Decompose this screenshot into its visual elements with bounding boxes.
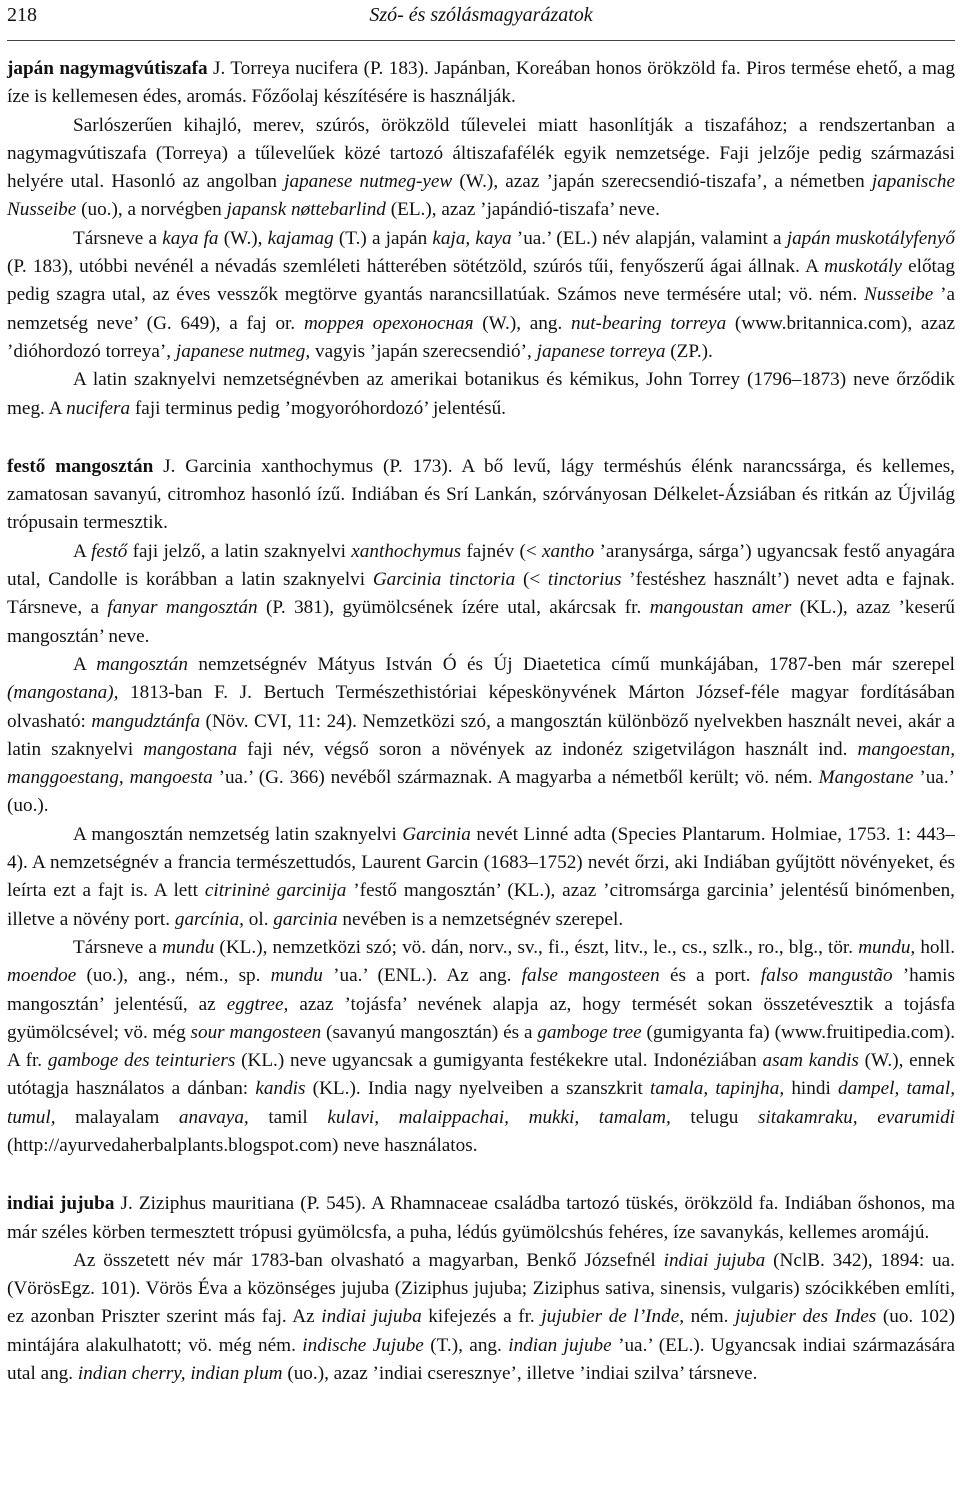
text-run: hindi: [784, 1078, 838, 1100]
text-run: (www.britannica.com), azaz ’dióhordozó torreya’,: [7, 312, 955, 362]
text-run: (KL.), nemzetközi szó; vö. dán, norv., sv., fi., észt, litv., le., cs., szlk., ro., blg., tör.: [214, 936, 859, 958]
italic-term: jujubier de l’Inde,: [541, 1306, 685, 1328]
text-run: (W.),: [218, 227, 268, 249]
italic-term: indian cherry, indian plum: [77, 1363, 283, 1385]
italic-term: gamboge tree: [537, 1021, 642, 1043]
italic-term: gamboge des teinturiers: [47, 1050, 236, 1072]
italic-term: mangudztánfa: [91, 710, 201, 732]
text-run: Sarlószerűen kihajló, merev, szúrós, örökzöld tűlevelei miatt hasonlítják a tiszafához; a rendszertanban a nagymagvútiszafa (Torreya) a tűlevelűek közé tartozó áltiszafafélék egyik nemzetsége. Faji jelzője pedig származási helyére utal. Hasonló az angolban: [7, 114, 955, 193]
italic-term: Mangostane: [818, 767, 914, 789]
text-run: (http://ayurvedaherbalplants.blogspot.com) neve használatos.: [7, 1134, 478, 1156]
text-run: faji név, végső soron a növények az indonéz szigetvilágon használt ind.: [237, 738, 858, 760]
page-number: 218: [7, 4, 37, 26]
text-run: (T.), ang.: [423, 1334, 509, 1356]
italic-term: japanese torreya: [536, 340, 666, 362]
text-run: (KL.). India nagy nyelveiben a szanszkrit: [305, 1078, 651, 1100]
text-run: ’ua.’ (EL.). Ugyancsak indiai származására utal ang.: [7, 1334, 956, 1385]
text-run: (uo.), a norvégben: [76, 199, 227, 221]
italic-term: xantho: [542, 540, 595, 562]
italic-term: mangoestan, manggoestang, mangoesta: [7, 738, 955, 789]
italic-term: mangoustan amer: [649, 597, 792, 619]
italic-term: japán muskotályfenyő: [786, 227, 955, 249]
entry-paragraph: [7, 538, 955, 651]
italic-term: moendoe: [7, 965, 77, 987]
text-run: (KL.), azaz ’keserű mangosztán’ neve.: [7, 597, 955, 647]
text-run: ’ua.’ (ENL.). Az ang.: [322, 965, 522, 987]
text-run: (savanyú mangosztán) és a: [321, 1021, 538, 1043]
italic-term: japanese nutmeg,: [175, 340, 311, 362]
italic-term: mangostana: [143, 738, 238, 760]
text-run: J. Garcinia xanthochymus (P. 173). A bő levű, lágy terméshús élénk narancssárga, és kellemes, zamatosan savanyú, citromhoz hasonló ízű. Indiában és Srí Lankán, szórványosan Délkelet-Ázsiában és ritkán az Újvilág trópusain termesztik.: [7, 455, 955, 534]
text-run: (uo. 102) mintájára alakulhatott; vö. még ném.: [7, 1306, 955, 1356]
text-run: ol.: [243, 908, 274, 930]
italic-term: mangosztán: [96, 653, 188, 675]
italic-term: festő: [91, 540, 128, 562]
italic-term: japansk nøttebarlind: [226, 199, 386, 221]
text-run: és a port.: [659, 965, 761, 987]
entry-definition: [7, 1190, 955, 1247]
italic-term: xanthochymus: [351, 540, 462, 562]
italic-term: sour mangosteen: [190, 1021, 322, 1043]
italic-term: kandis: [255, 1078, 306, 1100]
text-run: fajnév (<: [461, 540, 543, 562]
text-run: A: [73, 540, 92, 562]
italic-term: garcínia,: [174, 908, 244, 930]
italic-term: tinctorius: [547, 569, 622, 591]
entry-headword: festő mangosztán: [7, 455, 154, 477]
italic-term: jujubier des Indes: [735, 1306, 877, 1328]
italic-term: muskotály: [824, 256, 902, 278]
text-run: tamil: [248, 1106, 328, 1128]
text-run: (P. 381), gyümölcsének ízére utal, akárcsak fr.: [257, 597, 650, 619]
italic-term: kajamag: [267, 227, 334, 249]
text-run: (Növ. CVI, 11: 24). Nemzetközi szó, a mangosztán különböző nyelvekben használt nevei, akár a latin szaknyelvi: [7, 710, 955, 760]
text-run: kifejezés a fr.: [421, 1306, 542, 1328]
dictionary-entries: [7, 55, 955, 1388]
text-run: azaz ’tojásfa’ nevének alapja az, hogy termését sokan összetévesztik a tojásfa gyümölcsével; vö. még: [7, 993, 956, 1043]
entry-headword: indiai jujuba: [7, 1193, 115, 1215]
text-run: (W.), ennek utótagja használatos a dánban:: [7, 1050, 955, 1100]
italic-term: mundu: [162, 936, 215, 958]
italic-term: dampel, tamal, tumul,: [7, 1078, 955, 1128]
italic-term: kaya fa: [162, 227, 219, 249]
entry-paragraph: [7, 934, 955, 1160]
dictionary-entry: [7, 1190, 955, 1388]
italic-term: mundu,: [858, 936, 916, 958]
text-run: malayalam: [55, 1106, 179, 1128]
text-run: (<: [515, 569, 548, 591]
italic-term: eggtree,: [226, 993, 289, 1015]
italic-term: japanese nutmeg-yew: [284, 171, 453, 193]
italic-term: (mangostana),: [7, 682, 119, 704]
italic-term: indiai jujuba: [663, 1249, 766, 1271]
text-run: ’ua.’ (uo.).: [7, 767, 956, 817]
text-run: (EL.), azaz ’japándió-tiszafa’ neve.: [385, 199, 660, 221]
text-run: ’festő mangosztán’ (KL.), azaz ’citromsárga garcinia’ jelentésű binómenben, illetve a növény port.: [7, 880, 955, 930]
italic-term: nut-bearing torreya: [571, 312, 727, 334]
text-run: Társneve a: [73, 936, 163, 958]
text-run: holl.: [915, 936, 955, 958]
italic-term: Garcinia: [402, 823, 471, 845]
italic-term: Nusseibe: [864, 284, 934, 306]
italic-term: tamala, tapinjha,: [650, 1078, 785, 1100]
italic-term: indiai jujuba: [321, 1306, 422, 1328]
entry-paragraph: [7, 366, 955, 423]
text-run: (ZP.).: [665, 340, 713, 362]
text-run: (W.), ang.: [473, 312, 572, 334]
text-run: (KL.) neve ugyancsak a gumigyanta festékekre utal. Indonéziában: [235, 1050, 763, 1072]
text-run: (gumigyanta fa) (www.fruitipedia.com). A fr.: [7, 1021, 956, 1072]
text-run: 1813-ban F. J. Bertuch Természethistóriai képeskönyvének Márton József-féle magyar fordításában olvasható:: [7, 682, 955, 732]
entry-paragraph: [7, 651, 955, 821]
text-run: ’a nemzetség neve’ (G. 649), a faj or.: [7, 284, 955, 334]
italic-term: garcinia: [273, 908, 338, 930]
italic-term: false mangosteen: [521, 965, 660, 987]
italic-term: fanyar mangosztán: [107, 597, 258, 619]
italic-term: japanische Nusseibe: [7, 171, 955, 221]
italic-term: nucifera: [66, 397, 131, 419]
text-run: nemzetségnév Mátyus István Ó és Új Diaetetica című munkájában, 1787-ben már szerepel: [187, 653, 955, 675]
text-run: ’hamis mangosztán’ jelentésű, az: [7, 965, 955, 1015]
text-run: ném.: [684, 1306, 736, 1328]
text-run: nevét Linné adta (Species Plantarum. Holmiae, 1753. 1: 443–4). A nemzetségnév a francia természettudós, Laurent Garcin (1683–1752) nevét őrzi, aki Indiában gyűjtött növényeket, és leírta ezt a fajt is. A lett: [7, 823, 955, 902]
italic-term: indian jujube: [508, 1334, 612, 1356]
text-run: faji jelző, a latin szaknyelvi: [127, 540, 352, 562]
text-run: (uo.), ang., ném., sp.: [76, 965, 271, 987]
page-header: [7, 0, 955, 41]
text-run: ’ua.’ (G. 366) nevéből származnak. A magyarba a németből került; vö. ném.: [212, 767, 819, 789]
italic-term: sitakamraku, evarumidi: [757, 1106, 956, 1128]
text-run: J. Ziziphus mauritiana (P. 545). A Rhamnaceae családba tartozó tüskés, örökzöld fa. Indiában őshonos, ma már széles körben termesztett trópusi gyümölcsfa, a puha, lédús gyümölcshús fehéres, íze savanykás, kellemes aromájú.: [7, 1193, 955, 1243]
italic-term: indische Jujube: [302, 1334, 424, 1356]
running-title: Szó- és szólásmagyarázatok: [369, 4, 593, 26]
text-run: (P. 183), utóbbi nevénél a névadás szemléleti hátterében sötétzöld, szúrós tűi, fenyőszerű ágai állnak. A: [7, 256, 825, 278]
text-run: nevében is a nemzetségnév szerepel.: [337, 908, 624, 930]
text-run: (W.), azaz ’japán szerecsendió-tiszafa’, a németben: [452, 171, 872, 193]
text-run: előtag pedig szagra utal, az éves vesszők megtörve gyantás narancsillatúak. Számos neve termésére utal; vö. ném.: [7, 256, 955, 306]
italic-term: торрея орехоносная: [303, 312, 474, 334]
text-run: (uo.), azaz ’indiai cseresznye’, illetve ’indiai szilva’ társneve.: [282, 1363, 758, 1385]
italic-term: Garcinia tinctoria: [372, 569, 516, 591]
text-run: faji terminus pedig ’mogyoróhordozó’ jelentésű.: [130, 397, 506, 419]
entry-definition: [7, 55, 955, 112]
text-run: ’ua.’ (EL.) név alapján, valamint a: [511, 227, 787, 249]
text-run: (NclB. 342), 1894: ua. (VörösEgz. 101). Vörös Éva a közönséges jujuba (Ziziphus jujuba; Ziziphus sativa, sinensis, vulgaris) szócikkében említi, ez azonban Priszter szerint más faj. Az: [7, 1249, 955, 1328]
text-run: A mangosztán nemzetség latin szaknyelvi: [73, 823, 403, 845]
text-run: A: [73, 653, 97, 675]
text-run: Társneve a: [73, 227, 163, 249]
italic-term: asam kandis: [762, 1050, 859, 1072]
italic-term: falso mangustão: [760, 965, 893, 987]
text-run: telugu: [670, 1106, 758, 1128]
book-page: [7, 0, 955, 1388]
text-run: A latin szaknyelvi nemzetségnévben az amerikai botanikus és kémikus, John Torrey (1796–1873) neve őrződik meg. A: [7, 369, 955, 419]
entry-paragraph: [7, 821, 955, 934]
dictionary-entry: [7, 453, 955, 1160]
italic-term: citrininė garcinija: [204, 880, 347, 902]
italic-term: mundu: [270, 965, 323, 987]
entry-definition: [7, 453, 955, 538]
text-run: Az összetett név már 1783-ban olvasható a magyarban, Benkő Józsefnél: [73, 1249, 664, 1271]
text-run: (T.) a japán: [333, 227, 433, 249]
text-run: J. Torreya nucifera (P. 183). Japánban, Koreában honos örökzöld fa. Piros termése ehető, a mag íze is kellemesen édes, aromás. Főzőolaj készítésére is használják.: [7, 58, 955, 108]
entry-headword: japán nagymagvútiszafa: [7, 58, 208, 79]
entry-paragraph: [7, 225, 955, 366]
entry-paragraph: [7, 1247, 955, 1388]
italic-term: anavaya,: [178, 1106, 249, 1128]
entry-paragraph: [7, 112, 955, 225]
italic-term: kulavi, malaippachai, mukki, tamalam,: [327, 1106, 671, 1128]
italic-term: kaja, kaya: [432, 227, 512, 249]
text-run: ’festéshez használt’) nevet adta e fajnak. Társneve, a: [7, 569, 955, 619]
dictionary-entry: [7, 55, 955, 423]
text-run: vagyis ’japán szerecsendió’,: [310, 340, 537, 362]
text-run: ’aranysárga, sárga’) ugyancsak festő anyagára utal, Candolle is korábban a latin szaknyelvi: [7, 540, 955, 591]
